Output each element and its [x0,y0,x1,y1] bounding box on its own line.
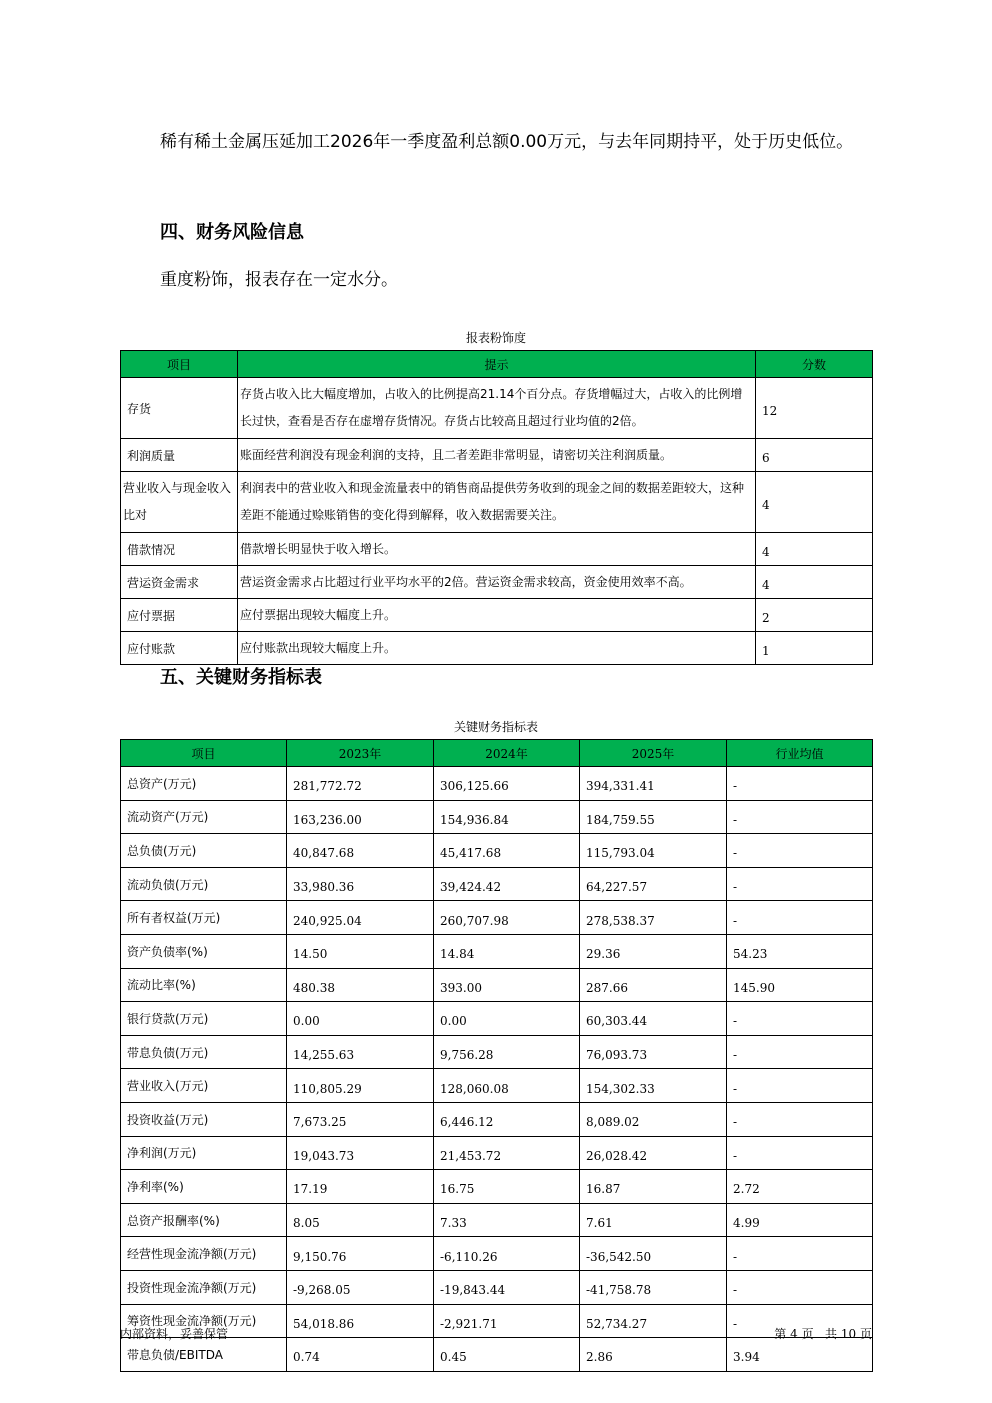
table-row [121,1270,873,1304]
item-cell: 带息负债(万元) [121,1035,287,1069]
item-cell: 营运资金需求 [121,566,238,599]
item-cell: 流动资产(万元) [121,800,287,834]
value-2025-cell: 26,028.42 [580,1136,727,1170]
value-2024-cell: 6,446.12 [434,1102,580,1136]
value-2023-cell: 40,847.68 [287,834,434,868]
column-header: 行业均值 [727,740,873,767]
value-2025-cell: 154,302.33 [580,1069,727,1103]
item-cell: 应付票据 [121,599,238,632]
table-row [121,632,873,665]
score-cell: 12 [756,378,873,439]
industry-avg-cell: 54.23 [727,934,873,968]
score-cell: 4 [756,472,873,533]
industry-avg-cell: - [727,1270,873,1304]
industry-avg-cell: - [727,1002,873,1036]
value-2025-cell: 29.36 [580,934,727,968]
value-2025-cell: 278,538.37 [580,901,727,935]
value-2025-cell: 2.86 [580,1338,727,1372]
value-2024-cell: 306,125.66 [434,767,580,801]
value-2024-cell: 21,453.72 [434,1136,580,1170]
total-suffix: 页 [859,1327,872,1341]
industry-avg-cell: - [727,834,873,868]
score-cell: 1 [756,632,873,665]
intro-paragraph: 稀有稀土金属压延加工2026年一季度盈利总额0.00万元，与去年同期持平，处于历史低位。 [160,132,854,152]
hint-cell: 营运资金需求占比超过行业平均水平的2倍。营运资金需求较高，资金使用效率不高。 [238,566,756,599]
table-row [121,1035,873,1069]
section4-heading: 四、财务风险信息 [160,222,304,243]
value-2024-cell: -2,921.71 [434,1304,580,1338]
column-header: 提示 [238,351,756,378]
value-2024-cell: 45,417.68 [434,834,580,868]
value-2025-cell: 394,331.41 [580,767,727,801]
score-cell: 6 [756,439,873,472]
value-2023-cell: -9,268.05 [287,1270,434,1304]
industry-avg-cell: - [727,1304,873,1338]
table-row [121,472,873,533]
total-pages: 10 [840,1327,857,1341]
value-2023-cell: 240,925.04 [287,901,434,935]
score-cell: 4 [756,566,873,599]
page-prefix: 第 [774,1327,787,1341]
item-cell: 存货 [121,378,238,439]
table-row [121,901,873,935]
column-header: 2023年 [287,740,434,767]
value-2024-cell: -6,110.26 [434,1237,580,1271]
score-cell: 2 [756,599,873,632]
item-cell: 营业收入与现金收入比对 [121,472,238,533]
value-2023-cell: 7,673.25 [287,1102,434,1136]
value-2023-cell: 14.50 [287,934,434,968]
table-row [121,767,873,801]
value-2025-cell: 64,227.57 [580,867,727,901]
section4-table-caption: 报表粉饰度 [465,331,526,345]
item-cell: 借款情况 [121,533,238,566]
table-row [121,1304,873,1338]
table-row [121,439,873,472]
item-cell: 流动负债(万元) [121,867,287,901]
industry-avg-cell: - [727,1237,873,1271]
value-2024-cell: 16.75 [434,1170,580,1204]
industry-avg-cell: - [727,1136,873,1170]
value-2024-cell: 128,060.08 [434,1069,580,1103]
industry-avg-cell: - [727,867,873,901]
table-row [121,867,873,901]
value-2025-cell: -41,758.78 [580,1270,727,1304]
item-cell: 总负债(万元) [121,834,287,868]
value-2023-cell: 33,980.36 [287,867,434,901]
value-2025-cell: 287.66 [580,968,727,1002]
value-2023-cell: 17.19 [287,1170,434,1204]
value-2025-cell: 184,759.55 [580,800,727,834]
value-2025-cell: 52,734.27 [580,1304,727,1338]
table-row [121,800,873,834]
value-2023-cell: 163,236.00 [287,800,434,834]
industry-avg-cell: - [727,767,873,801]
industry-avg-cell: - [727,1069,873,1103]
table-row [121,1069,873,1103]
section4-summary: 重度粉饰，报表存在一定水分。 [160,270,398,290]
hint-cell: 应付账款出现较大幅度上升。 [238,632,756,665]
table-row [121,1338,873,1372]
value-2025-cell: 16.87 [580,1170,727,1204]
value-2024-cell: 0.45 [434,1338,580,1372]
key-metrics-table [120,739,873,1372]
table-row [121,968,873,1002]
table-row [121,834,873,868]
value-2023-cell: 0.00 [287,1002,434,1036]
item-cell: 资产负债率(%) [121,934,287,968]
item-cell: 筹资性现金流净额(万元) [121,1304,287,1338]
page-indicator [774,1325,872,1342]
value-2024-cell: 7.33 [434,1203,580,1237]
value-2025-cell: 115,793.04 [580,834,727,868]
section5-heading: 五、关键财务指标表 [160,667,322,688]
industry-avg-cell: 145.90 [727,968,873,1002]
column-header: 分数 [756,351,873,378]
item-cell: 银行贷款(万元) [121,1002,287,1036]
value-2023-cell: 110,805.29 [287,1069,434,1103]
table-row [121,1102,873,1136]
table-row [121,566,873,599]
hint-cell: 利润表中的营业收入和现金流量表中的销售商品提供劳务收到的现金之间的数据差距较大，这种差距不能通过赊账销售的变化得到解释，收入数据需要关注。 [238,472,756,533]
industry-avg-cell: - [727,1035,873,1069]
item-cell: 总资产报酬率(%) [121,1203,287,1237]
column-header: 2025年 [580,740,727,767]
value-2024-cell: 260,707.98 [434,901,580,935]
column-header: 项目 [121,351,238,378]
value-2023-cell: 0.74 [287,1338,434,1372]
item-cell: 利润质量 [121,439,238,472]
item-cell: 带息负债/EBITDA [121,1338,287,1372]
value-2023-cell: 19,043.73 [287,1136,434,1170]
value-2025-cell: 7.61 [580,1203,727,1237]
value-2024-cell: 9,756.28 [434,1035,580,1069]
industry-avg-cell: - [727,800,873,834]
item-cell: 营业收入(万元) [121,1069,287,1103]
value-2025-cell: 8,089.02 [580,1102,727,1136]
industry-avg-cell: - [727,1102,873,1136]
hint-cell: 借款增长明显快于收入增长。 [238,533,756,566]
item-cell: 投资性现金流净额(万元) [121,1270,287,1304]
whitewash-table [120,350,873,665]
item-cell: 净利率(%) [121,1170,287,1204]
column-header: 2024年 [434,740,580,767]
industry-avg-cell: 3.94 [727,1338,873,1372]
table-row [121,934,873,968]
value-2025-cell: -36,542.50 [580,1237,727,1271]
hint-cell: 账面经营利润没有现金利润的支持，且二者差距非常明显，请密切关注利润质量。 [238,439,756,472]
item-cell: 总资产(万元) [121,767,287,801]
page-number: 4 [790,1327,798,1341]
table-header-row [121,351,873,378]
value-2023-cell: 54,018.86 [287,1304,434,1338]
industry-avg-cell: 2.72 [727,1170,873,1204]
item-cell: 经营性现金流净额(万元) [121,1237,287,1271]
item-cell: 净利润(万元) [121,1136,287,1170]
item-cell: 所有者权益(万元) [121,901,287,935]
item-cell: 应付账款 [121,632,238,665]
column-header: 项目 [121,740,287,767]
value-2024-cell: 393.00 [434,968,580,1002]
value-2024-cell: 39,424.42 [434,867,580,901]
item-cell: 流动比率(%) [121,968,287,1002]
value-2025-cell: 60,303.44 [580,1002,727,1036]
value-2024-cell: 154,936.84 [434,800,580,834]
section5-table-caption: 关键财务指标表 [453,720,538,734]
item-cell: 投资收益(万元) [121,1102,287,1136]
value-2023-cell: 480.38 [287,968,434,1002]
table-row [121,1136,873,1170]
value-2024-cell: 14.84 [434,934,580,968]
table-row [121,1237,873,1271]
hint-cell: 应付票据出现较大幅度上升。 [238,599,756,632]
value-2023-cell: 14,255.63 [287,1035,434,1069]
table-row [121,1002,873,1036]
value-2023-cell: 281,772.72 [287,767,434,801]
value-2023-cell: 9,150.76 [287,1237,434,1271]
table-row [121,378,873,439]
table-header-row [121,740,873,767]
industry-avg-cell: 4.99 [727,1203,873,1237]
table-row [121,533,873,566]
score-cell: 4 [756,533,873,566]
table-row [121,1203,873,1237]
value-2024-cell: -19,843.44 [434,1270,580,1304]
total-prefix: 共 [825,1327,838,1341]
hint-cell: 存货占收入比大幅度增加，占收入的比例提高21.14个百分点。存货增幅过大，占收入的比例增长过快，查看是否存在虚增存货情况。存货占比较高且超过行业均值的2倍。 [238,378,756,439]
value-2023-cell: 8.05 [287,1203,434,1237]
value-2024-cell: 0.00 [434,1002,580,1036]
footer-confidential: 内部资料，妥善保管 [120,1327,229,1341]
value-2025-cell: 76,093.73 [580,1035,727,1069]
table-row [121,1170,873,1204]
page-suffix: 页 [801,1327,814,1341]
table-row [121,599,873,632]
industry-avg-cell: - [727,901,873,935]
